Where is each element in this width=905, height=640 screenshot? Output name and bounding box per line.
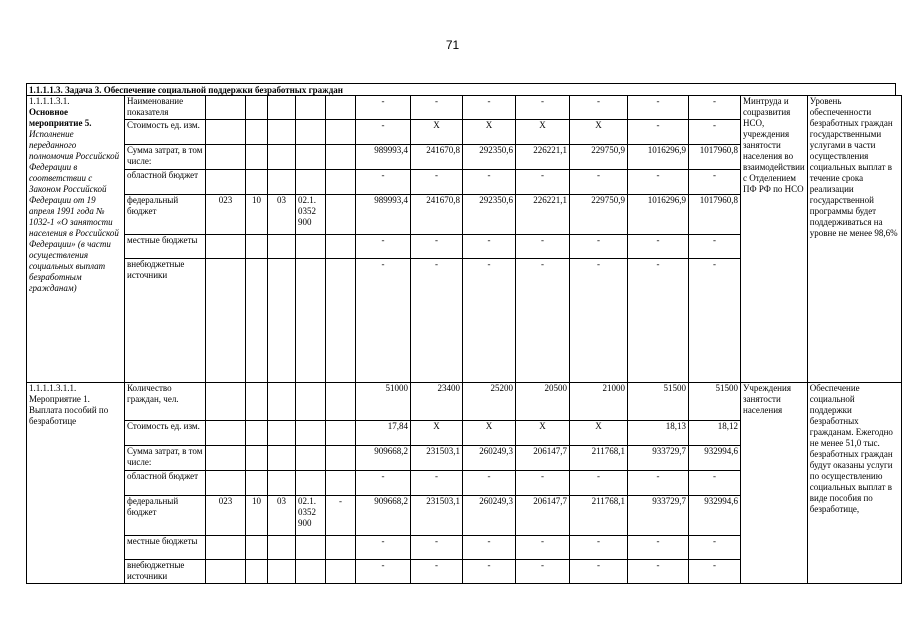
value-cell: - xyxy=(570,471,628,496)
rz-cell xyxy=(246,421,268,446)
vr-cell xyxy=(326,195,356,235)
value-cell: - xyxy=(570,235,628,259)
value-cell: - xyxy=(356,120,411,145)
csr-cell xyxy=(296,446,326,471)
value-cell: 933729,7 xyxy=(628,496,689,536)
value-cell: - xyxy=(570,560,628,584)
value-cell: 1017960,8 xyxy=(689,195,741,235)
value-cell: 1017960,8 xyxy=(689,145,741,170)
value-cell: - xyxy=(689,536,741,560)
vr-cell xyxy=(326,120,356,145)
row-label: областной бюджет xyxy=(125,471,206,496)
value-cell: 25200 xyxy=(463,383,516,421)
pr-cell: 03 xyxy=(268,195,296,235)
pr-cell xyxy=(268,96,296,120)
rz-cell xyxy=(246,446,268,471)
vr-cell xyxy=(326,421,356,446)
pr-cell xyxy=(268,536,296,560)
csr-cell xyxy=(296,471,326,496)
value-cell: - xyxy=(516,96,570,120)
row-label: Стоимость ед. изм. xyxy=(125,120,206,145)
grbs-cell: 023 xyxy=(206,496,246,536)
grbs-cell xyxy=(206,446,246,471)
csr-cell: 02.1. 0352 900 xyxy=(296,195,326,235)
value-cell: - xyxy=(516,536,570,560)
grbs-cell xyxy=(206,259,246,383)
value-cell: - xyxy=(516,259,570,383)
pr-cell xyxy=(268,383,296,421)
rz-cell xyxy=(246,536,268,560)
value-cell: X xyxy=(411,120,463,145)
value-cell: - xyxy=(356,170,411,195)
value-cell: 229750,9 xyxy=(570,195,628,235)
vr-cell xyxy=(326,145,356,170)
vr-cell xyxy=(326,471,356,496)
value-cell: 241670,8 xyxy=(411,195,463,235)
row-label: областной бюджет xyxy=(125,170,206,195)
rz-cell xyxy=(246,145,268,170)
value-cell: - xyxy=(689,170,741,195)
vr-cell xyxy=(326,259,356,383)
value-cell: X xyxy=(516,120,570,145)
executor-cell: Минтруда и соцразвития НСО, учреждения занятости населения во взаимодействии с Отделением ПФ РФ по НСО xyxy=(741,96,808,383)
value-cell: X xyxy=(463,421,516,446)
rz-cell: 10 xyxy=(246,496,268,536)
page-number: 71 xyxy=(445,38,460,52)
value-cell: 206147,7 xyxy=(516,446,570,471)
row-label: Стоимость ед. изм. xyxy=(125,421,206,446)
grbs-cell xyxy=(206,170,246,195)
value-cell: - xyxy=(356,259,411,383)
row-label: местные бюджеты xyxy=(125,536,206,560)
csr-cell xyxy=(296,421,326,446)
activity-cell xyxy=(27,383,125,584)
measure-title: Основное мероприятие 5. xyxy=(29,107,92,128)
value-cell: - xyxy=(463,96,516,120)
value-cell: - xyxy=(411,471,463,496)
budget-table xyxy=(26,95,902,584)
value-cell: 226221,1 xyxy=(516,145,570,170)
pr-cell xyxy=(268,120,296,145)
row-label: внебюджетные источники xyxy=(125,259,206,383)
value-cell: - xyxy=(516,471,570,496)
rz-cell xyxy=(246,383,268,421)
value-cell: - xyxy=(689,471,741,496)
vr-cell xyxy=(326,446,356,471)
vr-cell xyxy=(326,536,356,560)
grbs-cell xyxy=(206,120,246,145)
csr-cell xyxy=(296,536,326,560)
value-cell: - xyxy=(628,259,689,383)
vr-cell: - xyxy=(326,496,356,536)
value-cell: 932994,6 xyxy=(689,446,741,471)
value-cell: 909668,2 xyxy=(356,496,411,536)
executor-cell: Учреждения занятости населения xyxy=(741,383,808,584)
rz-cell xyxy=(246,170,268,195)
rz-cell xyxy=(246,96,268,120)
row-label: Сумма затрат, в том числе: xyxy=(125,446,206,471)
vr-cell xyxy=(326,560,356,584)
value-cell: - xyxy=(411,96,463,120)
value-cell: 260249,3 xyxy=(463,496,516,536)
pr-cell xyxy=(268,421,296,446)
value-cell: 1016296,9 xyxy=(628,195,689,235)
grbs-cell xyxy=(206,471,246,496)
grbs-cell xyxy=(206,560,246,584)
grbs-cell xyxy=(206,421,246,446)
grbs-cell: 023 xyxy=(206,195,246,235)
value-cell: - xyxy=(411,259,463,383)
value-cell: 18,12 xyxy=(689,421,741,446)
csr-cell xyxy=(296,560,326,584)
value-cell: - xyxy=(628,235,689,259)
value-cell: - xyxy=(356,560,411,584)
value-cell: - xyxy=(463,259,516,383)
value-cell: - xyxy=(463,170,516,195)
value-cell: 211768,1 xyxy=(570,446,628,471)
activity-code: 1.1.1.1.3.1.1. xyxy=(29,383,77,393)
value-cell: - xyxy=(628,170,689,195)
value-cell: 20500 xyxy=(516,383,570,421)
row-label: Сумма затрат, в том числе: xyxy=(125,145,206,170)
value-cell: 989993,4 xyxy=(356,145,411,170)
value-cell: - xyxy=(570,536,628,560)
value-cell: - xyxy=(689,120,741,145)
value-cell: - xyxy=(628,536,689,560)
csr-cell xyxy=(296,383,326,421)
row-label: федеральный бюджет xyxy=(125,195,206,235)
value-cell: - xyxy=(463,235,516,259)
rz-cell xyxy=(246,560,268,584)
value-cell: 226221,1 xyxy=(516,195,570,235)
value-cell: 909668,2 xyxy=(356,446,411,471)
result-cell: Обеспечение социальной поддержки безработных гражданам. Ежегодно не менее 51,0 тыс. безработных граждан будут оказаны услуги по осуществлению социальных выплат в виде пособия по безработице, xyxy=(807,383,901,584)
value-cell: 1016296,9 xyxy=(628,145,689,170)
vr-cell xyxy=(326,96,356,120)
value-cell: - xyxy=(689,259,741,383)
pr-cell xyxy=(268,235,296,259)
value-cell: - xyxy=(356,235,411,259)
pr-cell xyxy=(268,145,296,170)
row-label: внебюджетные источники xyxy=(125,560,206,584)
pr-cell xyxy=(268,471,296,496)
row-label: Наименование показателя xyxy=(125,96,206,120)
result-cell: Уровень обеспеченности безработных граждан государственными услугами в части осуществления социальных выплат в течение срока реализации государственной программы будет поддерживаться на уровне не менее 98,6% xyxy=(807,96,901,383)
value-cell: - xyxy=(356,536,411,560)
rz-cell: 10 xyxy=(246,195,268,235)
csr-cell xyxy=(296,145,326,170)
value-cell: - xyxy=(628,120,689,145)
grbs-cell xyxy=(206,96,246,120)
row-label: федеральный бюджет xyxy=(125,496,206,536)
value-cell: 292350,6 xyxy=(463,195,516,235)
value-cell: 51000 xyxy=(356,383,411,421)
rz-cell xyxy=(246,259,268,383)
csr-cell: 02.1. 0352 900 xyxy=(296,496,326,536)
value-cell: - xyxy=(570,170,628,195)
value-cell: 932994,6 xyxy=(689,496,741,536)
value-cell: - xyxy=(628,560,689,584)
value-cell: 21000 xyxy=(570,383,628,421)
pr-cell xyxy=(268,259,296,383)
value-cell: 211768,1 xyxy=(570,496,628,536)
csr-cell xyxy=(296,96,326,120)
value-cell: - xyxy=(570,96,628,120)
value-cell: 51500 xyxy=(628,383,689,421)
row-label: Количество граждан, чел. xyxy=(125,383,206,421)
row-label: местные бюджеты xyxy=(125,235,206,259)
value-cell: 18,13 xyxy=(628,421,689,446)
value-cell: - xyxy=(411,170,463,195)
vr-cell xyxy=(326,170,356,195)
csr-cell xyxy=(296,259,326,383)
value-cell: X xyxy=(516,421,570,446)
value-cell: - xyxy=(689,96,741,120)
task-title: 1.1.1.1.3. Задача 3. Обеспечение социальной поддержки безработных граждан xyxy=(26,83,896,95)
value-cell: 231503,1 xyxy=(411,446,463,471)
value-cell: 23400 xyxy=(411,383,463,421)
grbs-cell xyxy=(206,536,246,560)
value-cell: - xyxy=(689,235,741,259)
grbs-cell xyxy=(206,145,246,170)
value-cell: X xyxy=(411,421,463,446)
value-cell: 989993,4 xyxy=(356,195,411,235)
budget-table-body xyxy=(27,96,902,584)
value-cell: - xyxy=(628,96,689,120)
value-cell: - xyxy=(356,96,411,120)
pr-cell xyxy=(268,446,296,471)
vr-cell xyxy=(326,235,356,259)
measure-description: Исполнение переданного полномочия Российской Федерации в соответствии с Законом Российской Федерации от 19 апреля 1991 года № 1032-1 «О занятости населения в Российской Федерации» (в части осуществления социальных выплат безработным гражданам) xyxy=(29,129,120,293)
measure-code: 1.1.1.1.3.1. xyxy=(29,96,70,106)
value-cell: - xyxy=(516,170,570,195)
value-cell: - xyxy=(516,560,570,584)
value-cell: 206147,7 xyxy=(516,496,570,536)
pr-cell: 03 xyxy=(268,496,296,536)
value-cell: 51500 xyxy=(689,383,741,421)
pr-cell xyxy=(268,170,296,195)
measure-cell xyxy=(27,96,125,383)
value-cell: - xyxy=(689,560,741,584)
csr-cell xyxy=(296,170,326,195)
vr-cell xyxy=(326,383,356,421)
pr-cell xyxy=(268,560,296,584)
value-cell: 231503,1 xyxy=(411,496,463,536)
table-row xyxy=(27,383,902,421)
value-cell: - xyxy=(356,471,411,496)
value-cell: - xyxy=(411,560,463,584)
value-cell: - xyxy=(463,471,516,496)
value-cell: 241670,8 xyxy=(411,145,463,170)
rz-cell xyxy=(246,120,268,145)
value-cell: 292350,6 xyxy=(463,145,516,170)
value-cell: X xyxy=(570,120,628,145)
value-cell: 933729,7 xyxy=(628,446,689,471)
value-cell: - xyxy=(570,259,628,383)
value-cell: - xyxy=(628,471,689,496)
grbs-cell xyxy=(206,235,246,259)
value-cell: X xyxy=(570,421,628,446)
value-cell: - xyxy=(411,536,463,560)
value-cell: - xyxy=(463,560,516,584)
value-cell: - xyxy=(411,235,463,259)
value-cell: X xyxy=(463,120,516,145)
csr-cell xyxy=(296,235,326,259)
value-cell: - xyxy=(516,235,570,259)
rz-cell xyxy=(246,471,268,496)
rz-cell xyxy=(246,235,268,259)
value-cell: 229750,9 xyxy=(570,145,628,170)
grbs-cell xyxy=(206,383,246,421)
value-cell: 260249,3 xyxy=(463,446,516,471)
value-cell: 17,84 xyxy=(356,421,411,446)
value-cell: - xyxy=(463,536,516,560)
table-row xyxy=(27,96,902,120)
activity-name: Мероприятие 1. Выплата пособий по безработице xyxy=(29,394,109,426)
csr-cell xyxy=(296,120,326,145)
